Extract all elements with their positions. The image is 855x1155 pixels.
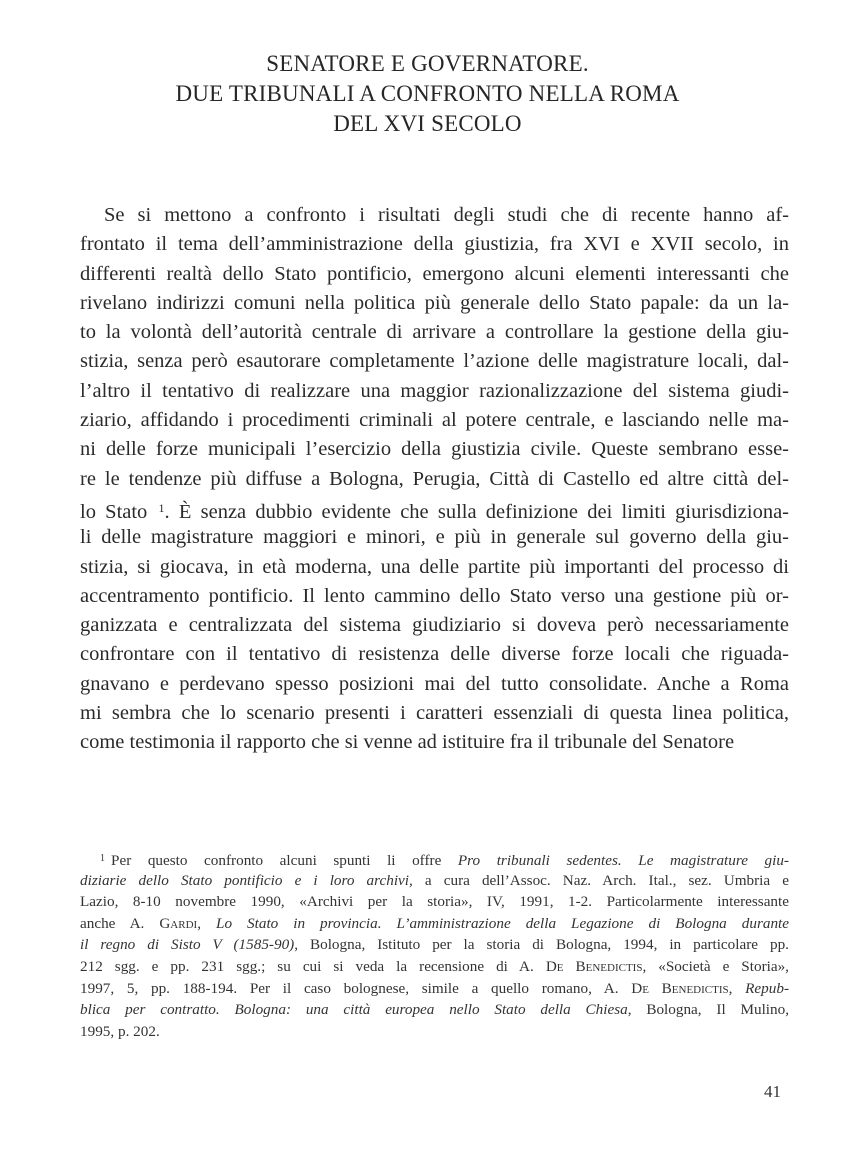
title-line-1: SENATORE E GOVERNATORE.	[266, 51, 589, 76]
footnote-text: Per questo confronto alcuni spunti li offre	[111, 852, 458, 869]
footnote-text: , a cura dell’Assoc. Naz. Arch. Ital., sez. Umbria e	[409, 871, 789, 889]
chapter-title	[0, 49, 855, 139]
footnote-line	[80, 913, 789, 935]
body-line: rivelano indirizzi comuni nella politica più generale dello Stato papale: da un la-	[80, 291, 789, 314]
footnote-text: ,	[728, 979, 746, 997]
title-line-2: DUE TRIBUNALI A CONFRONTO NELLA ROMA	[175, 81, 680, 106]
body-line-text: lo Stato	[80, 500, 148, 523]
footnote-text: 1997, 5, pp. 188-194. Per il caso bolognese, simile a quello romano, A.	[80, 979, 632, 997]
body-line: Se si mettono a confronto i risultati degli studi che di recente hanno af-	[104, 204, 789, 226]
body-line: differenti realtà dello Stato pontificio, emergono alcuni elementi interessanti che	[80, 262, 789, 285]
footnote-text: , «Società e Storia»,	[642, 957, 789, 975]
title-line-3: DEL XVI SECOLO	[333, 111, 522, 136]
body-line: stizia, senza però esautorare completamente l’azione delle magistrature locali, dal-	[80, 350, 789, 373]
footnote-author-name: De Benedictis	[545, 957, 643, 975]
body-line: accentramento pontificio. Il lento cammino dello Stato verso una gestione più or-	[80, 584, 789, 607]
footnote-line	[80, 978, 789, 1000]
body-line: gnavano e perdevano spesso posizioni mai del tutto consolidate. Anche a Roma	[80, 672, 789, 695]
footnote-italic-text: Pro tribunali sedentes. Le magistrature giu-	[457, 852, 789, 869]
footnote-text: , Bologna, Il Mulino,	[627, 1001, 789, 1019]
footnote-text: ,	[197, 914, 216, 932]
footnote-line	[80, 848, 789, 870]
footnote-author-name: De Benedictis	[631, 979, 729, 997]
body-line: confrontare con il tentativo di resistenza delle diverse forze locali che riguada-	[80, 643, 789, 666]
body-line: stizia, si giocava, in età moderna, una delle partite più importanti del processo di	[80, 555, 789, 578]
footnote-text: , Bologna, Istituto per la storia di Bologna, 1994, in particolare pp.	[294, 936, 789, 954]
body-line-with-footnote-ref	[80, 494, 789, 523]
footnote-line	[80, 870, 789, 892]
footnote-italic-text: Lo Stato in provincia. L’amministrazione della Legazione di Bologna durante	[216, 914, 789, 932]
body-line: ziario, affidando i procedimenti criminali al potere centrale, e lasciando nelle ma-	[80, 409, 789, 432]
body-line: li delle magistrature maggiori e minori, e più in generale sul governo della giu-	[80, 526, 789, 549]
footnote-reference[interactable]: 1	[158, 500, 165, 515]
body-line: re le tendenze più diffuse a Bologna, Perugia, Città di Castello ed altre città del-	[80, 467, 789, 490]
body-line: ni delle forze municipali l’esercizio della giustizia civile. Queste sembrano esse-	[80, 438, 789, 461]
footnote-line	[80, 956, 789, 978]
footnote-line	[80, 934, 789, 956]
footnote-line	[80, 999, 789, 1021]
footnote-author-name: Gardi	[159, 914, 198, 932]
footnote-marker: 1	[100, 853, 105, 864]
footnote-text: 212 sgg. e pp. 231 sgg.; su cui si veda la recensione di A.	[80, 957, 546, 975]
footnote-italic-text: Repub-	[745, 979, 789, 997]
footnote-italic-text: il regno di Sisto V (1585-90)	[80, 936, 295, 954]
body-paragraph	[80, 201, 789, 758]
footnote-line: Lazio, 8-10 novembre 1990, «Archivi per la storia», IV, 1991, 1-2. Particolarmente interessante	[80, 893, 789, 911]
footnote-italic-text: blica per contratto. Bologna: una città europea nello Stato della Chiesa	[80, 1001, 628, 1019]
body-line: mi sembra che lo scenario presenti i caratteri essenziali di questa linea politica,	[80, 702, 789, 725]
footnote-text: anche A.	[80, 914, 160, 932]
footnote-line: 1995, p. 202.	[80, 1022, 160, 1040]
body-line: come testimonia il rapporto che si venne ad istituire fra il tribunale del Senatore	[80, 731, 735, 754]
body-line: ganizzata e centralizzata del sistema giudiziario si doveva però necessariamente	[80, 614, 789, 637]
body-line: to la volontà dell’autorità centrale di arrivare a controllare la gestione della giu-	[80, 321, 789, 344]
body-line: l’altro il tentativo di realizzare una maggior razionalizzazione del sistema giudi-	[80, 379, 789, 402]
body-line-text: . È senza dubbio evidente che sulla definizione dei limiti giurisdiziona-	[164, 500, 790, 523]
footnote	[80, 848, 789, 1042]
page-number: 41	[764, 1082, 781, 1101]
footnote-italic-text: diziarie dello Stato pontificio e i loro archivi	[80, 871, 410, 889]
body-line: frontato il tema dell’amministrazione della giustizia, fra XVI e XVII secolo, in	[80, 233, 789, 256]
